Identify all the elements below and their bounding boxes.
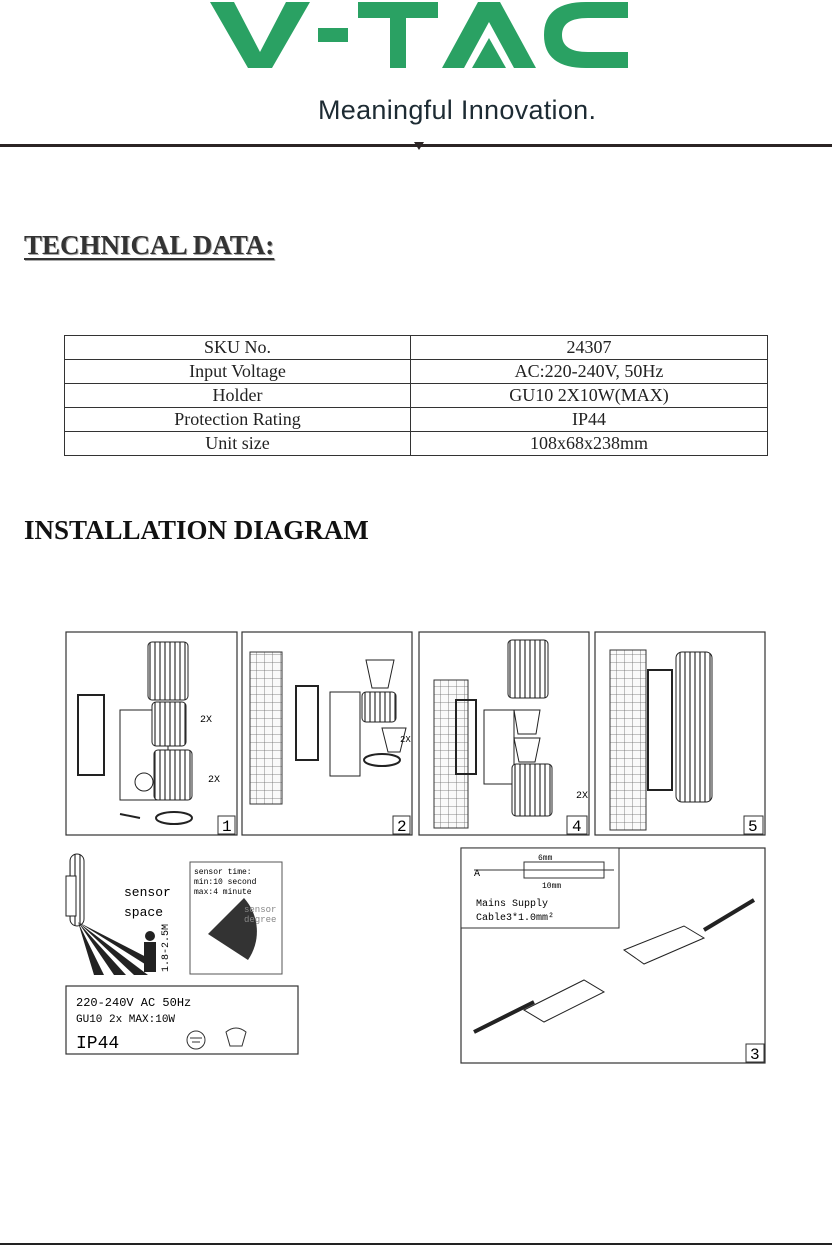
step-5-panel	[595, 632, 765, 836]
footer-divider	[0, 1243, 832, 1245]
sensor-time-min: min:10 second	[194, 878, 257, 887]
sensor-degree-label: degree	[244, 915, 277, 925]
spec-row-voltage	[65, 360, 768, 384]
step-1-panel	[66, 632, 237, 836]
sensor-info	[66, 854, 282, 975]
spec-label: SKU No.	[65, 336, 411, 360]
header-notch	[414, 142, 424, 152]
step-number: 1	[222, 818, 232, 836]
sensor-time-max: max:4 minute	[194, 888, 252, 897]
spec-row-protection	[65, 408, 768, 432]
spec-value: GU10 2X10W(MAX)	[411, 384, 768, 408]
spec-row-holder	[65, 384, 768, 408]
spec-label: Holder	[65, 384, 411, 408]
repeat-label: 2X	[208, 775, 221, 786]
ratings-box	[66, 986, 298, 1054]
repeat-label: 2X	[200, 715, 213, 726]
mains-label: Mains Supply	[476, 899, 549, 910]
repeat-label: 2X	[400, 735, 411, 745]
cable-letter: A	[474, 869, 481, 880]
rating-bulb: GU10 2x MAX:10W	[76, 1014, 176, 1026]
spec-value: 24307	[411, 336, 768, 360]
sensor-label: space	[124, 905, 164, 920]
installation-diagram	[64, 630, 768, 1075]
rating-voltage: 220-240V AC 50Hz	[76, 996, 192, 1010]
step-number: 2	[397, 818, 407, 836]
spec-label: Input Voltage	[65, 360, 411, 384]
technical-data-heading: TECHNICAL DATA:	[24, 230, 275, 260]
vtac-logo	[210, 0, 630, 70]
mains-label: Cable3*1.0mm²	[476, 913, 555, 924]
spec-value: AC:220-240V, 50Hz	[411, 360, 768, 384]
spec-value: IP44	[411, 408, 768, 432]
step-3-panel	[461, 848, 765, 1064]
spec-label: Protection Rating	[65, 408, 411, 432]
step-2-panel	[242, 632, 412, 836]
mount-height: 1.8-2.5M	[161, 923, 172, 972]
installation-diagram-heading: INSTALLATION DIAGRAM	[24, 515, 369, 545]
step-4-panel	[419, 632, 589, 836]
sensor-label: sensor	[124, 885, 171, 900]
spec-row-sku	[65, 336, 768, 360]
step-number: 4	[572, 818, 582, 836]
step-number: 3	[750, 1046, 760, 1064]
spec-row-size	[65, 432, 768, 456]
sensor-degree-label: sensor	[244, 905, 277, 915]
spec-label: Unit size	[65, 432, 411, 456]
brand-tagline: Meaningful Innovation.	[318, 95, 597, 125]
sensor-time-title: sensor time:	[194, 868, 252, 877]
step-number: 5	[748, 818, 758, 836]
spec-table	[64, 335, 768, 456]
bulb-icon	[226, 1028, 246, 1046]
repeat-label: 2X	[576, 791, 589, 802]
strip-length: 6mm	[538, 854, 553, 863]
spec-value: 108x68x238mm	[411, 432, 768, 456]
rating-ip: IP44	[76, 1034, 120, 1054]
strip-length: 10mm	[542, 882, 562, 891]
